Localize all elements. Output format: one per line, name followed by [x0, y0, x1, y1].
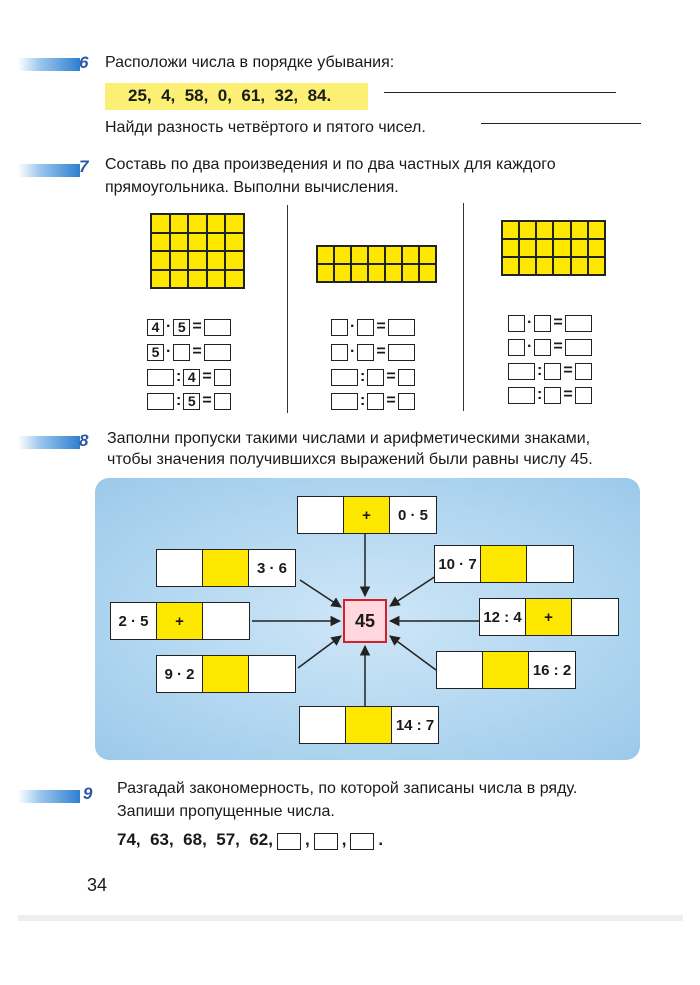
task-text-line: Разгадай закономерность, по которой записаны числа в ряду.: [117, 780, 578, 797]
expression-lower-left: [156, 655, 296, 693]
task-text: Расположи числа в порядке убывания:: [105, 54, 395, 71]
number-sequence: 74, 63, 68, 57, 62, , , .: [117, 830, 384, 849]
expression-cell: 2 · 5: [111, 603, 157, 639]
expression-lower-right: [436, 651, 576, 689]
expression-right: [479, 598, 619, 636]
blank-cell[interactable]: [157, 550, 203, 586]
equation-row: : =: [331, 392, 415, 410]
blank-cell[interactable]: [249, 656, 295, 692]
equation-row: : 4 =: [147, 368, 231, 386]
task-number: 7: [79, 157, 89, 176]
task-question: Найди разность четвёртого и пятого чисел.: [105, 119, 426, 136]
expression-top: [297, 496, 437, 534]
section-marker-bar: [18, 790, 80, 803]
given-box: 5: [183, 393, 200, 410]
expression-cell: 12 : 4: [480, 599, 526, 635]
expression-cell: 16 : 2: [529, 652, 575, 688]
sequence-numbers: 74, 63, 68, 57, 62,: [117, 830, 273, 849]
missing-number-box[interactable]: [277, 833, 301, 850]
task-number: 9: [83, 784, 93, 803]
expression-bottom: [299, 706, 439, 744]
equation-row: : =: [508, 362, 592, 380]
expression-cell: 14 : 7: [392, 707, 438, 743]
operator-cell: +: [157, 603, 203, 639]
arrow-from-upper-right: [390, 576, 436, 606]
blank-cell[interactable]: [298, 497, 344, 533]
task-text-line: Составь по два произведения и по два частных для каждого: [105, 156, 556, 173]
arrow-from-lower-right: [390, 636, 436, 670]
expression-cell: 0 · 5: [390, 497, 436, 533]
missing-number-box[interactable]: [314, 833, 338, 850]
expression-cell: 10 · 7: [435, 546, 481, 582]
equation-row: : =: [508, 386, 592, 404]
equation-row: · =: [331, 343, 415, 361]
target-value-box: 45: [343, 599, 387, 643]
expression-left: [110, 602, 250, 640]
blank-operator-cell[interactable]: [203, 656, 249, 692]
missing-number-box[interactable]: [350, 833, 374, 850]
page-bottom-edge: [18, 915, 683, 921]
arrow-from-lower-left: [298, 636, 341, 668]
equation-row: · =: [331, 318, 415, 336]
expression-upper-right: [434, 545, 574, 583]
blank-operator-cell[interactable]: [481, 546, 527, 582]
numbers-list: 25, 4, 58, 0, 61, 32, 84.: [128, 86, 332, 105]
blank-cell[interactable]: [572, 599, 618, 635]
blank-cell[interactable]: [437, 652, 483, 688]
equation-row: · =: [508, 338, 592, 356]
given-box: 4: [147, 319, 164, 336]
equation-row: · =: [508, 314, 592, 332]
blank-cell[interactable]: [527, 546, 573, 582]
arrow-from-upper-left: [300, 580, 341, 607]
blank-cell[interactable]: [300, 707, 346, 743]
operator-cell: +: [344, 497, 390, 533]
given-box: 5: [147, 344, 164, 361]
given-box: 5: [173, 319, 190, 336]
page-number: 34: [87, 875, 108, 895]
equation-row: 4 · 5 =: [147, 318, 231, 336]
expression-cell: 3 · 6: [249, 550, 295, 586]
operator-cell: +: [526, 599, 572, 635]
blank-operator-cell[interactable]: [203, 550, 249, 586]
given-box: 4: [183, 369, 200, 386]
equation-row: : 5 =: [147, 392, 231, 410]
task-text-line: Запиши пропущенные числа.: [117, 803, 335, 820]
equation-row: 5 · =: [147, 343, 231, 361]
expression-cell: 9 · 2: [157, 656, 203, 692]
blank-operator-cell[interactable]: [346, 707, 392, 743]
blank-cell[interactable]: [203, 603, 249, 639]
blank-operator-cell[interactable]: [483, 652, 529, 688]
equation-row: : =: [331, 368, 415, 386]
task-text-line: чтобы значения получившихся выражений были равны числу 45.: [107, 451, 593, 468]
task-number: 8: [79, 431, 89, 450]
expression-upper-left: [156, 549, 296, 587]
task-text-line: прямоугольника. Выполни вычисления.: [105, 179, 399, 196]
task-text-line: Заполни пропуски такими числами и арифметическими знаками,: [107, 430, 591, 447]
task-number: 6: [79, 53, 89, 72]
